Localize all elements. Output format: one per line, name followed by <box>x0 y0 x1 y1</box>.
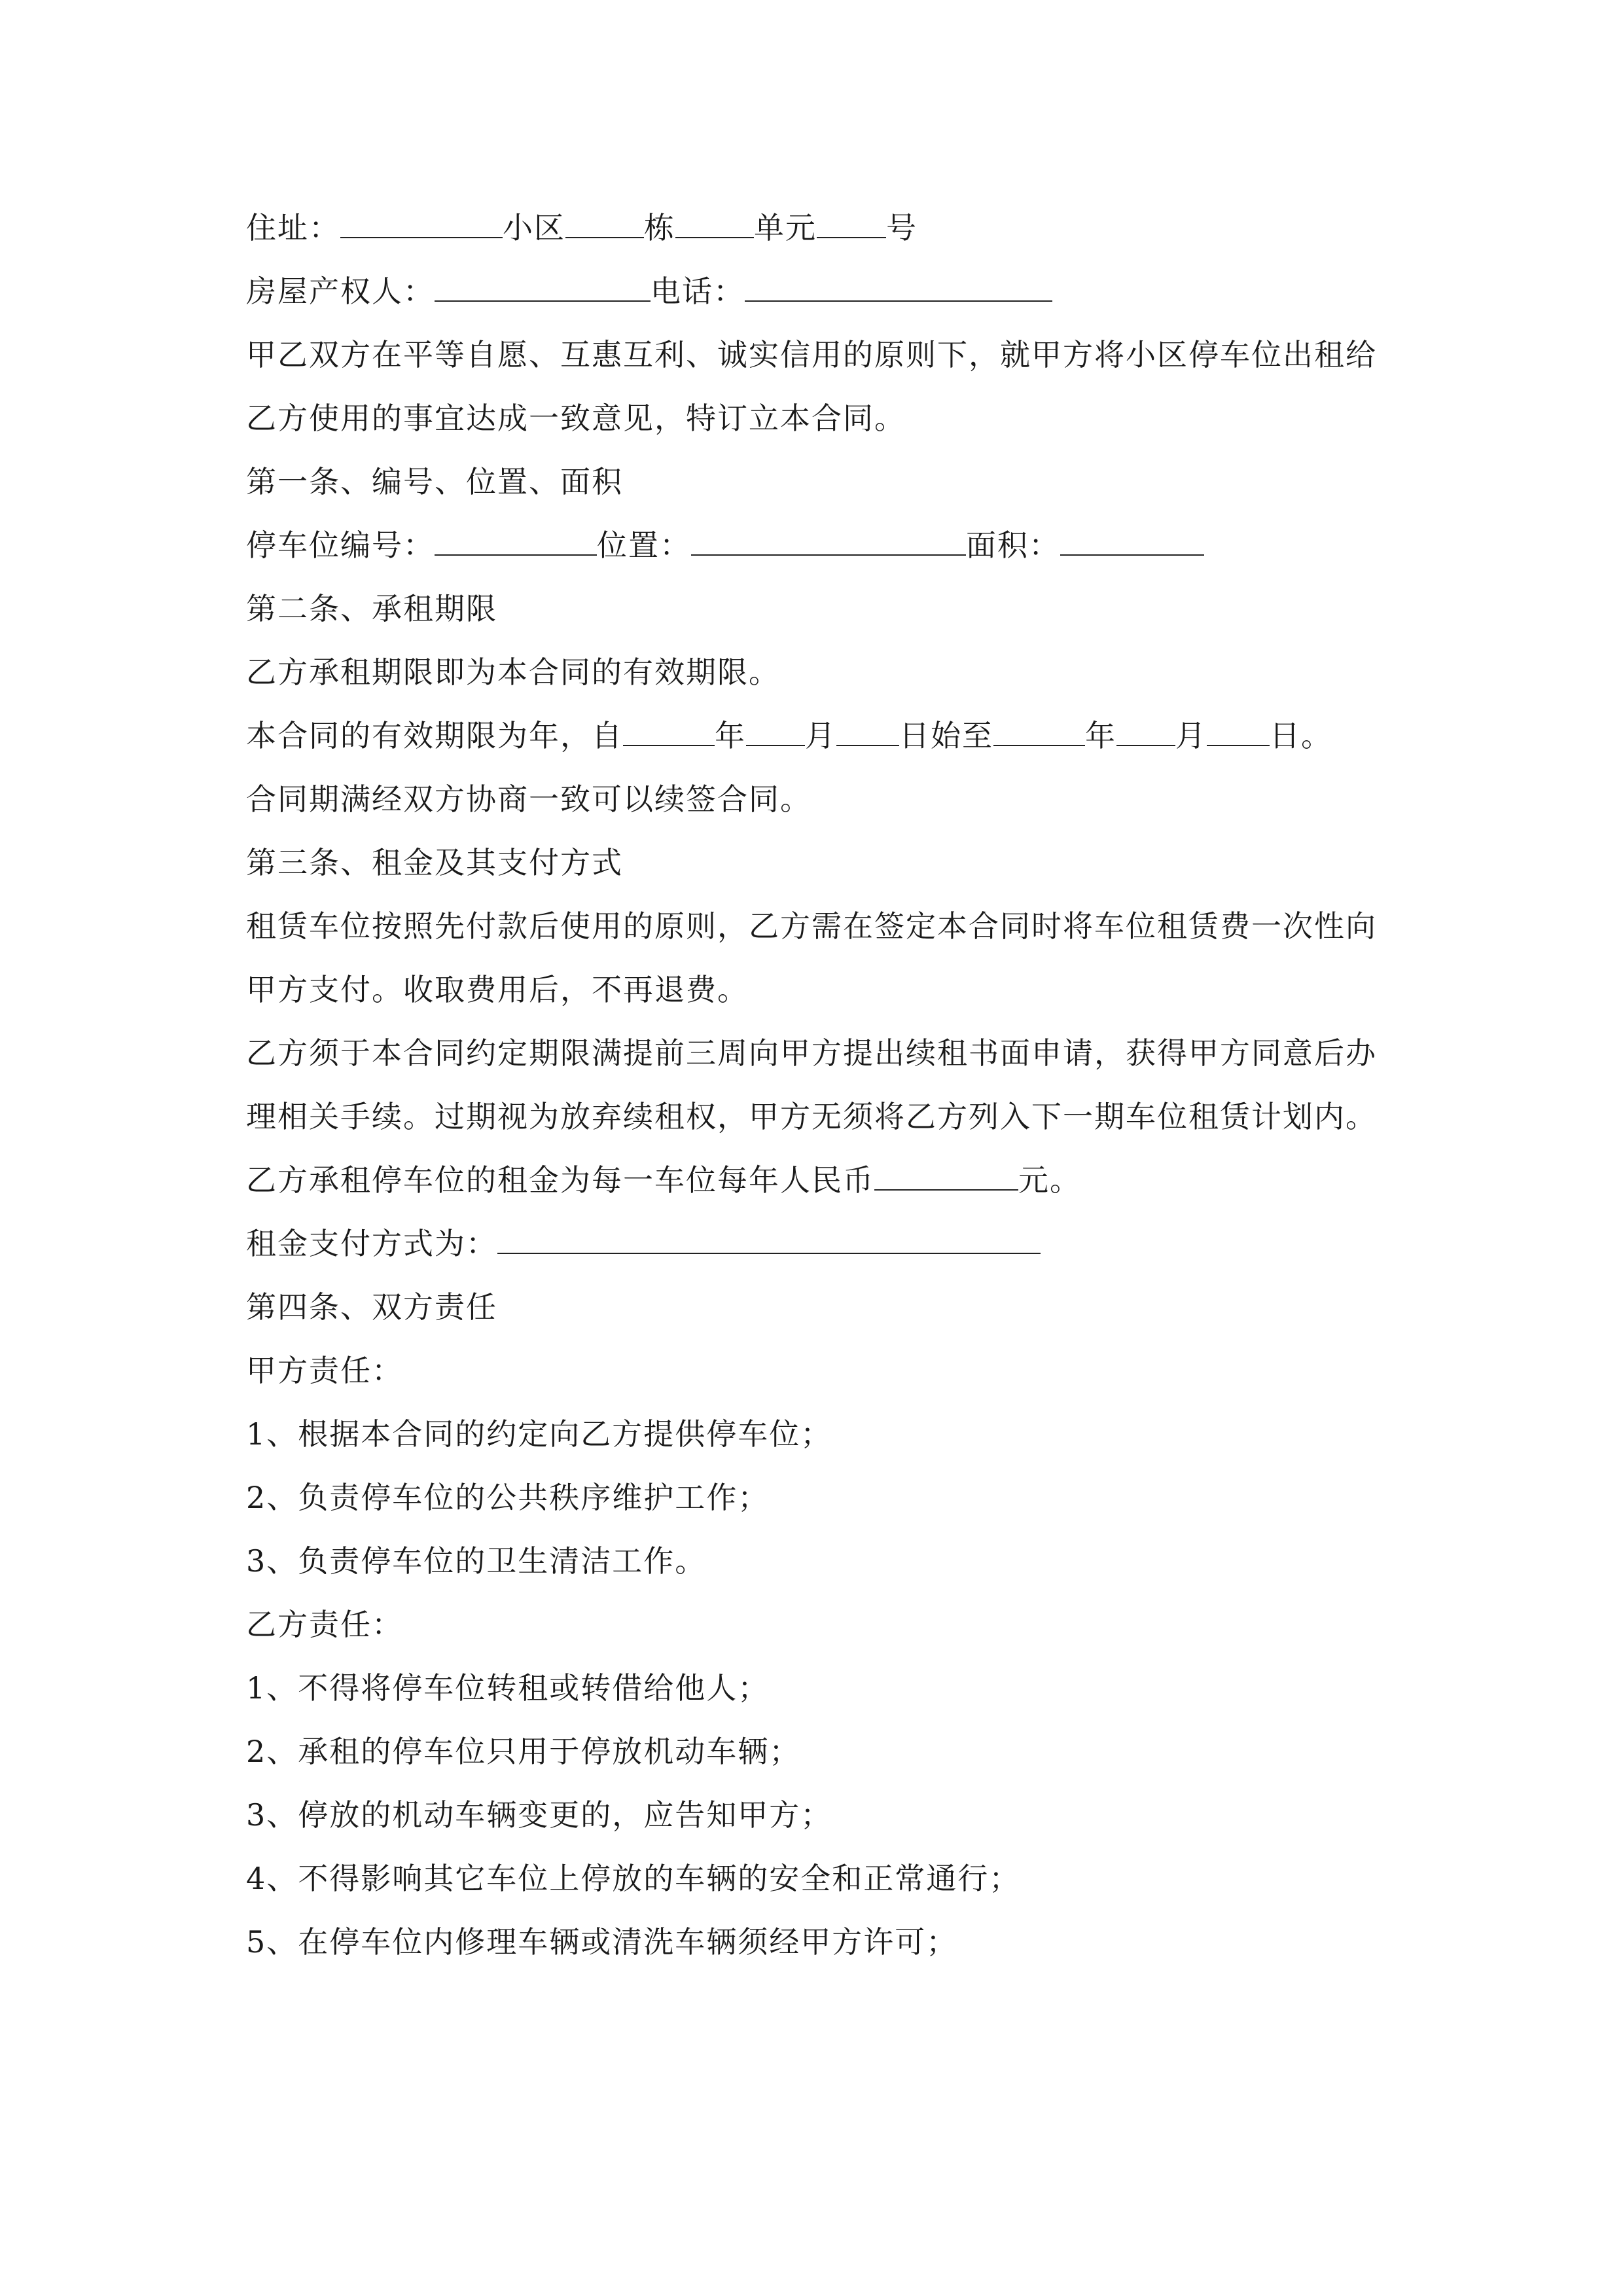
payment-method-label: 租金支付方式为： <box>246 1226 497 1261</box>
contract-body <box>246 196 1385 1974</box>
party-b-item: 5、在停车位内修理车辆或清洗车辆须经甲方许可； <box>246 1924 958 1960</box>
party-a-item: 1、根据本合同的约定向乙方提供停车位； <box>246 1416 832 1452</box>
end-day-blank[interactable] <box>1207 709 1270 746</box>
rent-suffix: 元。 <box>1018 1162 1081 1198</box>
start-year-blank[interactable] <box>623 709 715 746</box>
parking-info-line <box>246 514 1385 577</box>
end-day-label: 日。 <box>1270 718 1332 753</box>
party-b-item: 2、承租的停车位只用于停放机动车辆； <box>246 1734 801 1769</box>
party-a-item: 2、负责停车位的公共秩序维护工作； <box>246 1480 770 1515</box>
phone-blank[interactable] <box>745 265 1052 302</box>
end-month-label: 月 <box>1175 718 1207 753</box>
location-label: 位置： <box>597 528 691 563</box>
article4-heading: 第四条、双方责任 <box>246 1289 497 1325</box>
end-year-label: 年 <box>1085 718 1116 753</box>
parking-number-label: 停车位编号： <box>246 528 435 563</box>
party-a-title: 甲方责任： <box>246 1353 403 1388</box>
phone-label: 电话： <box>651 274 745 309</box>
address-line <box>246 196 1385 260</box>
start-day-label: 日始至 <box>899 718 993 753</box>
building-blank[interactable] <box>565 202 644 238</box>
start-year-label: 年 <box>715 718 746 753</box>
validity-prefix: 本合同的有效期限为年，自 <box>246 718 623 753</box>
party-b-title: 乙方责任： <box>246 1607 403 1642</box>
end-year-blank[interactable] <box>993 709 1085 746</box>
address-label: 住址： <box>246 210 340 245</box>
rent-amount-blank[interactable] <box>874 1154 1018 1191</box>
area-blank[interactable] <box>1060 519 1204 556</box>
party-b-item: 1、不得将停车位转租或转借给他人； <box>246 1670 770 1706</box>
owner-label: 房屋产权人： <box>246 274 435 309</box>
term-text: 乙方承租期限即为本合同的有效期限。 <box>246 655 780 690</box>
party-b-item: 3、停放的机动车辆变更的，应告知甲方； <box>246 1797 832 1833</box>
number-label: 号 <box>886 210 918 245</box>
article3-heading: 第三条、租金及其支付方式 <box>246 845 623 880</box>
building-label: 栋 <box>644 210 675 245</box>
location-blank[interactable] <box>691 519 966 556</box>
unit-blank[interactable] <box>675 202 754 238</box>
start-month-label: 月 <box>805 718 836 753</box>
payment-method-line <box>246 1212 1385 1276</box>
party-a-item: 3、负责停车位的卫生清洁工作。 <box>246 1543 707 1579</box>
owner-line <box>246 260 1385 323</box>
payment-paragraph-2: 乙方须于本合同约定期限满提前三周向甲方提出续租书面申请，获得甲方同意后办理相关手续。过期视为放弃续租权，甲方无须将乙方列入下一期车位租赁计划内。 <box>246 1035 1377 1134</box>
payment-paragraph-1: 租赁车位按照先付款后使用的原则，乙方需在签定本合同时将车位租赁费一次性向甲方支付。收取费用后，不再退费。 <box>246 908 1377 1007</box>
complex-label: 小区 <box>503 210 565 245</box>
validity-line <box>246 704 1385 768</box>
area-label: 面积： <box>966 528 1060 563</box>
article2-heading: 第二条、承租期限 <box>246 591 497 626</box>
intro-paragraph: 甲乙双方在平等自愿、互惠互利、诚实信用的原则下，就甲方将小区停车位出租给乙方使用的事宜达成一致意见，特订立本合同。 <box>246 337 1377 436</box>
number-blank[interactable] <box>817 202 886 238</box>
payment-method-blank[interactable] <box>497 1217 1041 1254</box>
renewal-text: 合同期满经双方协商一致可以续签合同。 <box>246 781 812 817</box>
end-month-blank[interactable] <box>1116 709 1175 746</box>
start-day-blank[interactable] <box>836 709 899 746</box>
party-b-item: 4、不得影响其它车位上停放的车辆的安全和正常通行； <box>246 1861 1021 1896</box>
start-month-blank[interactable] <box>746 709 805 746</box>
parking-number-blank[interactable] <box>435 519 597 556</box>
rent-line <box>246 1149 1385 1212</box>
rent-prefix: 乙方承租停车位的租金为每一车位每年人民币 <box>246 1162 874 1198</box>
article1-heading: 第一条、编号、位置、面积 <box>246 464 623 499</box>
owner-blank[interactable] <box>435 265 651 302</box>
complex-blank[interactable] <box>340 202 503 238</box>
unit-label: 单元 <box>754 210 817 245</box>
